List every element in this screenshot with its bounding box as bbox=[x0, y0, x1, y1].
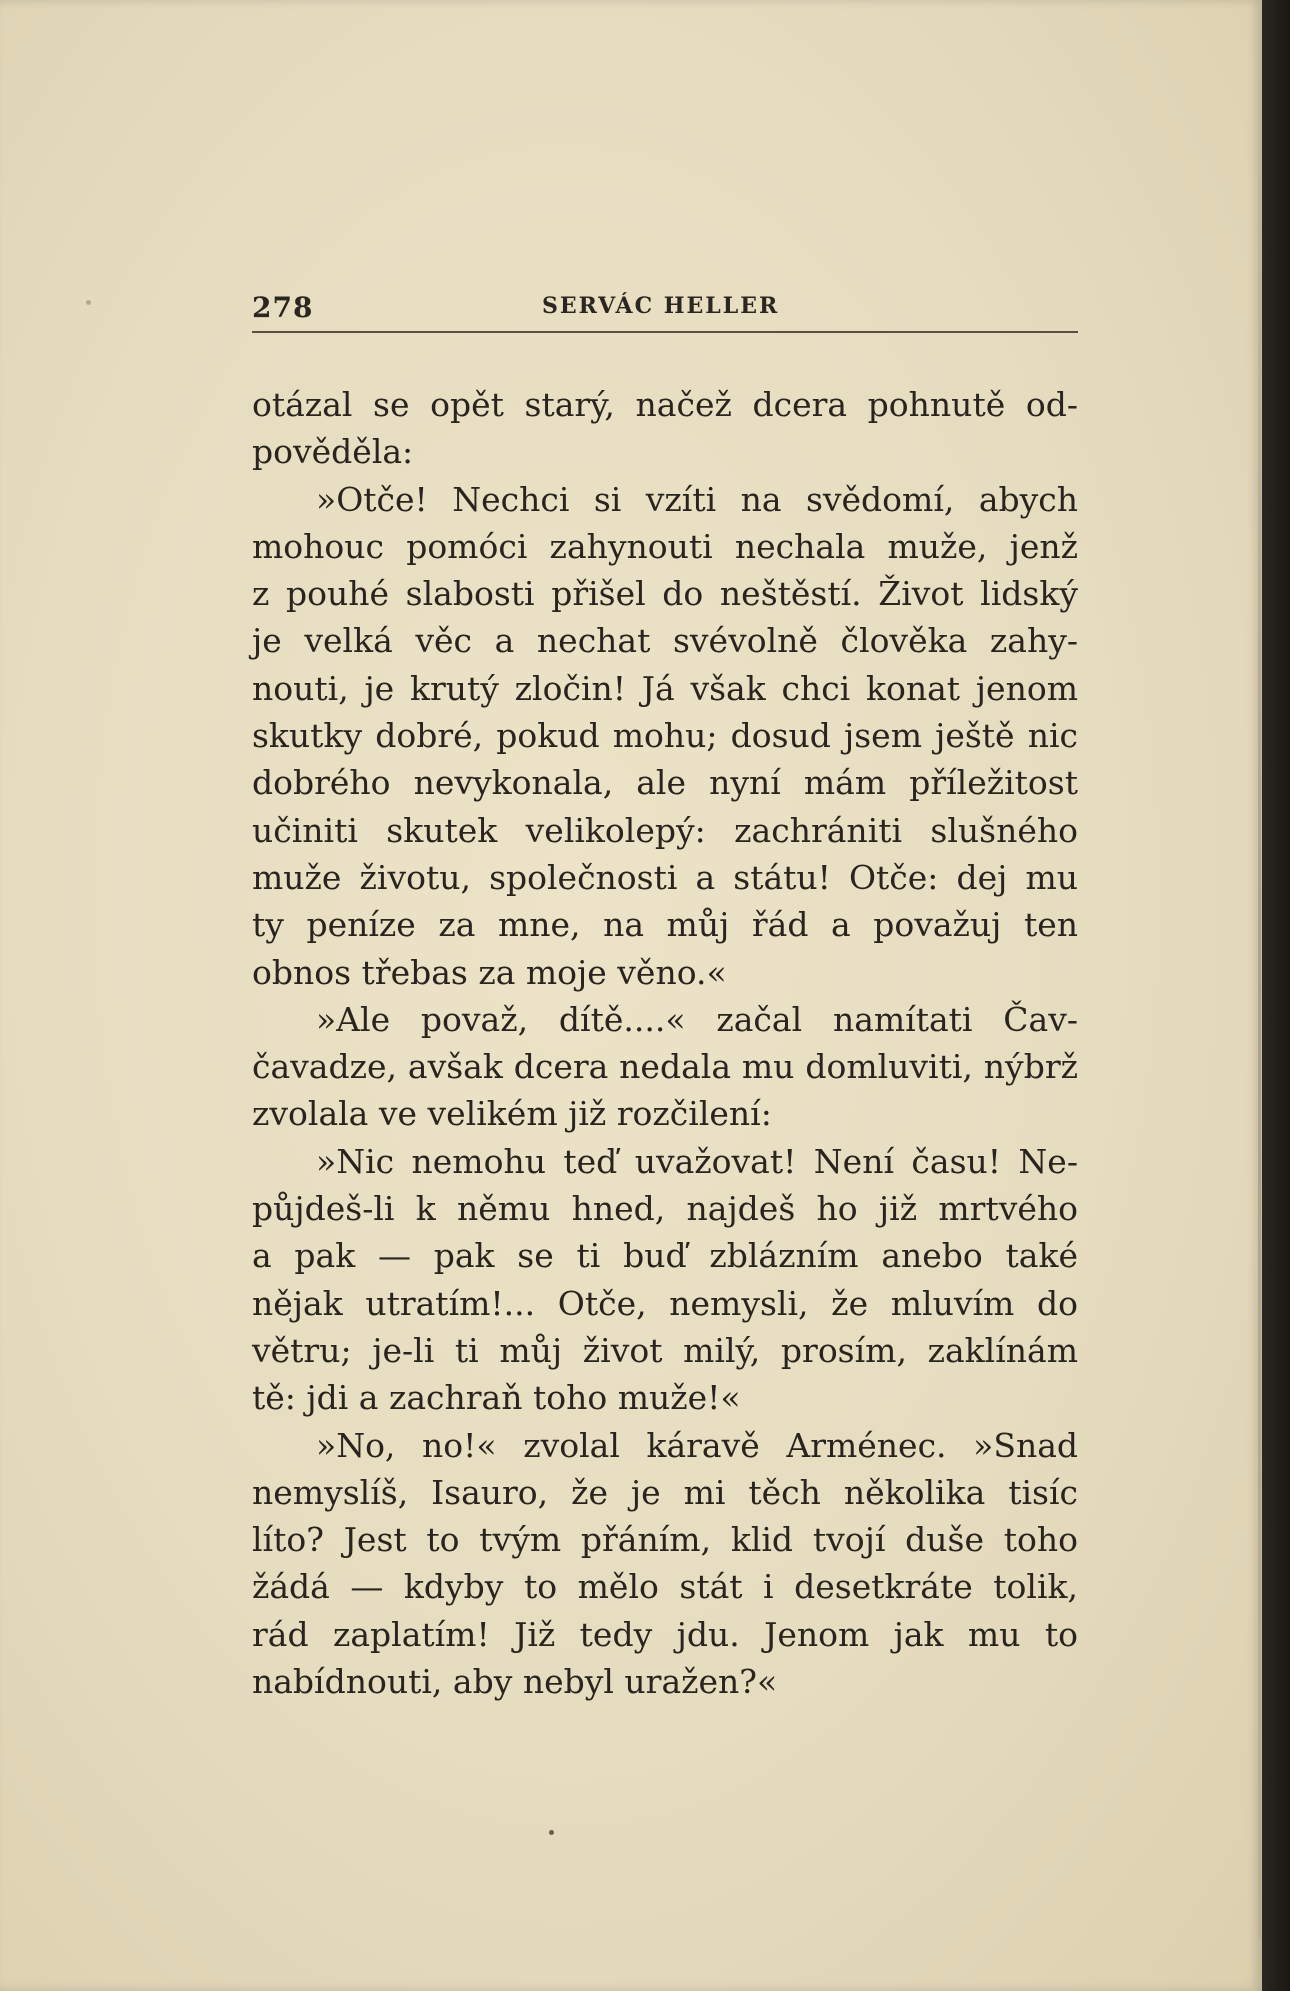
text-line: pověděla: bbox=[252, 432, 414, 472]
text-line: větru; je-li ti můj život milý, prosím, zaklínám bbox=[252, 1330, 1078, 1370]
body-text bbox=[252, 381, 1078, 1705]
text-line: zvolala ve velikém již rozčilení: bbox=[252, 1094, 772, 1134]
text-line: z pouhé slabosti přišel do neštěstí. Život lidský bbox=[252, 574, 1078, 614]
text-line: dobrého nevykonala, ale nyní mám příležitost bbox=[252, 763, 1078, 803]
text-line: nabídnouti, aby nebyl uražen?« bbox=[252, 1662, 778, 1702]
page-number: 278 bbox=[252, 291, 314, 324]
text-line: otázal se opět starý, načež dcera pohnutě od- bbox=[252, 385, 1078, 424]
text-line: učiniti skutek velikolepý: zachrániti slušného bbox=[252, 810, 1078, 850]
text-line: nějak utratím!... Otče, nemysli, že mluvím do bbox=[252, 1283, 1078, 1323]
paper-speck bbox=[549, 1830, 554, 1835]
text-line: půjdeš-li k němu hned, najdeš ho již mrtvého bbox=[252, 1189, 1078, 1229]
text-line: tě: jdi a zachraň toho muže!« bbox=[252, 1378, 741, 1418]
text-line: skutky dobré, pokud mohu; dosud jsem ještě nic bbox=[252, 716, 1078, 756]
page-edge-shadow bbox=[1258, 40, 1261, 1940]
text-line: a pak — pak se ti buď zblázním anebo také bbox=[252, 1236, 1078, 1276]
text-line: obnos třebas za moje věno.« bbox=[252, 952, 727, 992]
text-line: ty peníze za mne, na můj řád a považuj ten bbox=[252, 905, 1078, 945]
header-rule bbox=[252, 331, 1078, 333]
text-line: nemyslíš, Isauro, že je mi těch několika tisíc bbox=[252, 1472, 1078, 1512]
running-title: SERVÁC HELLER bbox=[542, 293, 780, 319]
text-line: nouti, je krutý zločin! Já však chci konat jenom bbox=[252, 668, 1078, 708]
text-line: žádá — kdyby to mělo stát i desetkráte tolik, bbox=[252, 1567, 1078, 1607]
text-line: mohouc pomóci zahynouti nechala muže, jenž bbox=[252, 526, 1078, 566]
text-line: líto? Jest to tvým přáním, klid tvojí duše toho bbox=[252, 1520, 1078, 1560]
page-header bbox=[252, 283, 1078, 323]
text-line: rád zaplatím! Již tedy jdu. Jenom jak mu to bbox=[252, 1614, 1078, 1654]
text-line: je velká věc a nechat svévolně člověka zahy- bbox=[252, 621, 1078, 661]
text-line: »Otče! Nechci si vzíti na svědomí, abych bbox=[316, 479, 1078, 519]
text-line: muže životu, společnosti a státu! Otče: dej mu bbox=[252, 857, 1078, 897]
text-line: »Nic nemohu teď uvažovat! Není času! Ne- bbox=[316, 1141, 1078, 1181]
text-line: »Ale považ, dítě....« začal namítati Čav- bbox=[316, 999, 1078, 1039]
paper-speck bbox=[86, 300, 91, 305]
text-line: »No, no!« zvolal káravě Arménec. »Snad bbox=[316, 1425, 1078, 1465]
text-line: čavadze, avšak dcera nedala mu domluviti, nýbrž bbox=[252, 1047, 1078, 1087]
